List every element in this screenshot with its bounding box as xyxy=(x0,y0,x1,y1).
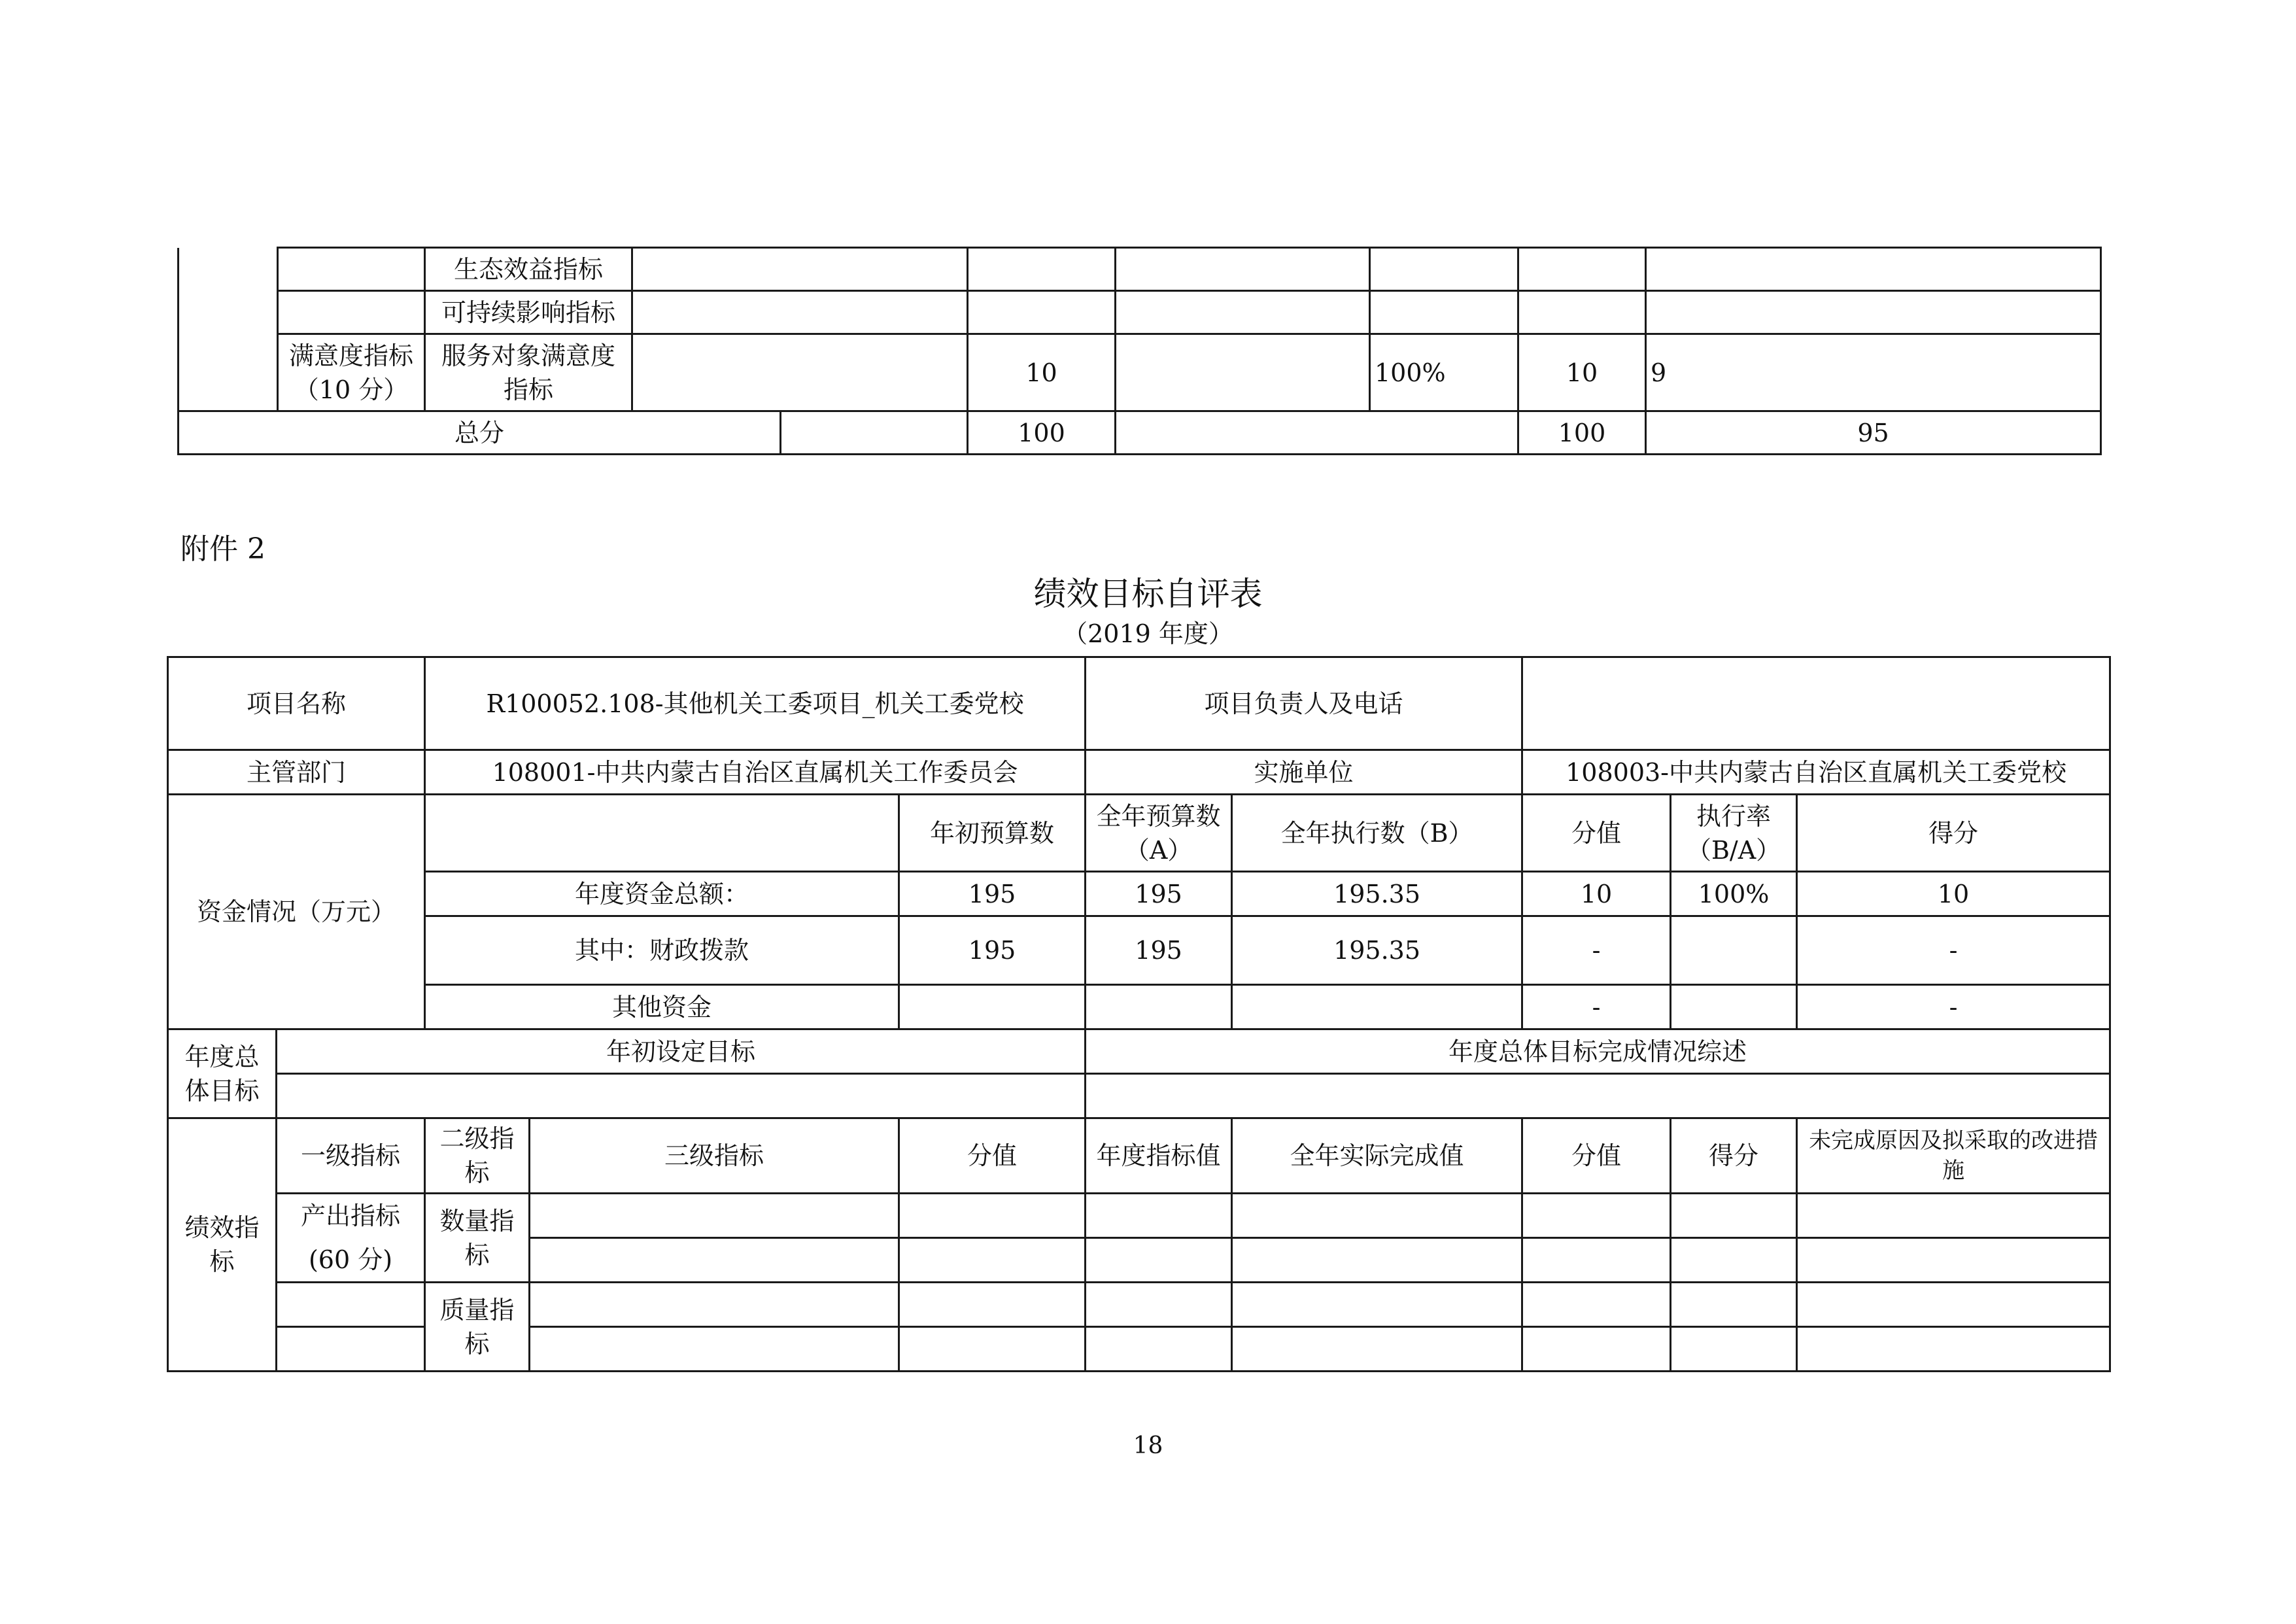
funds-cell xyxy=(899,985,1086,1029)
funds-cell: - xyxy=(1522,985,1671,1029)
funds-cell xyxy=(1086,985,1232,1029)
blank-cell xyxy=(1671,1194,1797,1238)
perf-header-row xyxy=(168,1118,2110,1194)
goals-right-content xyxy=(1086,1074,2110,1118)
blank-cell xyxy=(1370,248,1518,291)
perf-header: 年度指标值 xyxy=(1086,1118,1232,1194)
blank-cell xyxy=(1086,1283,1232,1327)
blank-cell xyxy=(1232,1327,1522,1372)
impl-value: 108003-中共内蒙古自治区直属机关工委党校 xyxy=(1522,750,2110,795)
dept-row xyxy=(168,750,2110,795)
funds-cell: 195 xyxy=(899,872,1086,916)
total-got: 95 xyxy=(1646,411,2101,455)
output-label-line1: 产出指标 xyxy=(277,1194,425,1238)
blank-cell xyxy=(1116,334,1370,411)
perf-header: 全年实际完成值 xyxy=(1232,1118,1522,1194)
blank-cell xyxy=(1086,1238,1232,1283)
attachment-label: 附件 2 xyxy=(180,532,266,566)
blank-cell xyxy=(1116,411,1518,455)
blank-cell xyxy=(277,1283,425,1327)
blank-cell xyxy=(1232,1283,1522,1327)
funds-cell: 195 xyxy=(899,916,1086,985)
dept-value: 108001-中共内蒙古自治区直属机关工作委员会 xyxy=(425,750,1086,795)
funds-cell: 195.35 xyxy=(1232,872,1522,916)
funds-header: 执行率（B/A） xyxy=(1671,795,1797,872)
page-title: 绩效目标自评表 xyxy=(1033,575,1263,613)
funds-cell xyxy=(1232,985,1522,1029)
funds-row-label: 其中：财政拨款 xyxy=(425,916,899,985)
perf-label: 绩效指标 xyxy=(168,1118,277,1372)
blank-cell xyxy=(632,248,968,291)
satisfaction-score-value: 10 xyxy=(968,334,1116,411)
perf-header: 分值 xyxy=(899,1118,1086,1194)
quantity-row xyxy=(168,1194,2110,1238)
satisfaction-category: 满意度指标（10 分） xyxy=(278,334,425,411)
funds-cell: 10 xyxy=(1522,872,1671,916)
goals-left-content xyxy=(277,1074,1086,1118)
funds-cell: - xyxy=(1522,916,1671,985)
goals-left-header: 年初设定目标 xyxy=(277,1029,1086,1074)
blank-cell xyxy=(1797,1194,2110,1238)
funds-row-label: 其他资金 xyxy=(425,985,899,1029)
satisfaction-score: 10 xyxy=(1518,334,1646,411)
page-number: 18 xyxy=(1133,1432,1163,1459)
funds-header-row xyxy=(168,795,2110,872)
sustain-label: 可持续影响指标 xyxy=(425,291,632,334)
funds-cell: 100% xyxy=(1671,872,1797,916)
funds-cell xyxy=(1671,916,1797,985)
blank-cell xyxy=(1086,1194,1232,1238)
blank-cell xyxy=(1522,1327,1671,1372)
blank-cell xyxy=(179,334,278,411)
blank-cell xyxy=(1518,248,1646,291)
blank-cell xyxy=(1116,291,1370,334)
perf-header: 三级指标 xyxy=(530,1118,899,1194)
owner-label: 项目负责人及电话 xyxy=(1086,657,1522,750)
funds-label: 资金情况（万元） xyxy=(168,795,425,1029)
blank-cell xyxy=(1646,248,2101,291)
blank-cell xyxy=(1522,1238,1671,1283)
goals-header-row xyxy=(168,1029,2110,1074)
total-score: 100 xyxy=(1518,411,1646,455)
blank-cell xyxy=(179,248,278,291)
blank-cell xyxy=(1370,291,1518,334)
blank-cell xyxy=(1671,1327,1797,1372)
funds-cell: - xyxy=(1797,916,2110,985)
blank-cell xyxy=(899,1283,1086,1327)
perf-header: 分值 xyxy=(1522,1118,1671,1194)
satisfaction-label: 服务对象满意度指标 xyxy=(425,334,632,411)
funds-cell xyxy=(1671,985,1797,1029)
project-name-row xyxy=(168,657,2110,750)
perf-header: 得分 xyxy=(1671,1118,1797,1194)
goals-content-row xyxy=(168,1074,2110,1118)
funds-cell: 195 xyxy=(1086,872,1232,916)
funds-row-label: 年度资金总额： xyxy=(425,872,899,916)
dept-label: 主管部门 xyxy=(168,750,425,795)
blank-cell xyxy=(1646,291,2101,334)
satisfaction-annual-target: 100% xyxy=(1370,334,1518,411)
blank-cell xyxy=(899,1194,1086,1238)
impl-label: 实施单位 xyxy=(1086,750,1522,795)
funds-cell: 195 xyxy=(1086,916,1232,985)
eco-benefit-row xyxy=(179,248,2101,291)
blank-cell xyxy=(1671,1238,1797,1283)
goals-right-header: 年度总体目标完成情况综述 xyxy=(1086,1029,2110,1074)
blank-cell xyxy=(1086,1327,1232,1372)
funds-cell: - xyxy=(1797,985,2110,1029)
blank-cell xyxy=(632,291,968,334)
blank-cell xyxy=(1116,248,1370,291)
blank-cell xyxy=(1518,291,1646,334)
funds-header: 分值 xyxy=(1522,795,1671,872)
quality-label: 质量指标 xyxy=(425,1283,530,1372)
blank-cell xyxy=(1797,1327,2110,1372)
blank-cell xyxy=(530,1283,899,1327)
blank-cell xyxy=(278,248,425,291)
total-score-value: 100 xyxy=(968,411,1116,455)
total-row xyxy=(179,411,2101,455)
project-name-label: 项目名称 xyxy=(168,657,425,750)
perf-header: 一级指标 xyxy=(277,1118,425,1194)
blank-cell xyxy=(1797,1283,2110,1327)
main-table xyxy=(167,656,2111,1372)
project-name-value: R100052.108-其他机关工委项目_机关工委党校 xyxy=(425,657,1086,750)
blank-cell xyxy=(1232,1238,1522,1283)
blank-cell xyxy=(968,291,1116,334)
blank-cell xyxy=(1522,1194,1671,1238)
funds-header: 得分 xyxy=(1797,795,2110,872)
blank-cell xyxy=(278,291,425,334)
blank-cell xyxy=(179,291,278,334)
eco-benefit-label: 生态效益指标 xyxy=(425,248,632,291)
perf-header: 二级指标 xyxy=(425,1118,530,1194)
blank-cell xyxy=(781,411,968,455)
quantity-label: 数量指标 xyxy=(425,1194,530,1283)
blank-cell xyxy=(530,1238,899,1283)
blank-cell xyxy=(899,1238,1086,1283)
blank-cell xyxy=(1522,1283,1671,1327)
funds-cell: 195.35 xyxy=(1232,916,1522,985)
blank-cell xyxy=(530,1327,899,1372)
goals-label: 年度总体目标 xyxy=(168,1029,277,1118)
blank-cell xyxy=(968,248,1116,291)
satisfaction-got: 9 xyxy=(1646,334,2101,411)
blank-cell xyxy=(1671,1283,1797,1327)
funds-cell: 10 xyxy=(1797,872,2110,916)
funds-header: 年初预算数 xyxy=(899,795,1086,872)
funds-row xyxy=(168,916,2110,985)
page-subtitle: （2019 年度） xyxy=(1063,619,1233,648)
owner-value xyxy=(1522,657,2110,750)
blank-cell xyxy=(1232,1194,1522,1238)
blank-cell xyxy=(530,1194,899,1238)
funds-row xyxy=(168,872,2110,916)
satisfaction-row xyxy=(179,334,2101,411)
blank-cell xyxy=(425,795,899,872)
total-label: 总分 xyxy=(179,411,781,455)
blank-cell xyxy=(899,1327,1086,1372)
output-label-line2: (60 分) xyxy=(277,1238,425,1283)
quality-row xyxy=(168,1283,2110,1327)
sustain-row xyxy=(179,291,2101,334)
blank-cell xyxy=(1797,1238,2110,1283)
funds-header: 全年预算数（A） xyxy=(1086,795,1232,872)
funds-header: 全年执行数（B） xyxy=(1232,795,1522,872)
perf-header: 未完成原因及拟采取的改进措施 xyxy=(1797,1118,2110,1194)
funds-row xyxy=(168,985,2110,1029)
top-table xyxy=(177,247,2102,455)
blank-cell xyxy=(277,1327,425,1372)
blank-cell xyxy=(632,334,968,411)
